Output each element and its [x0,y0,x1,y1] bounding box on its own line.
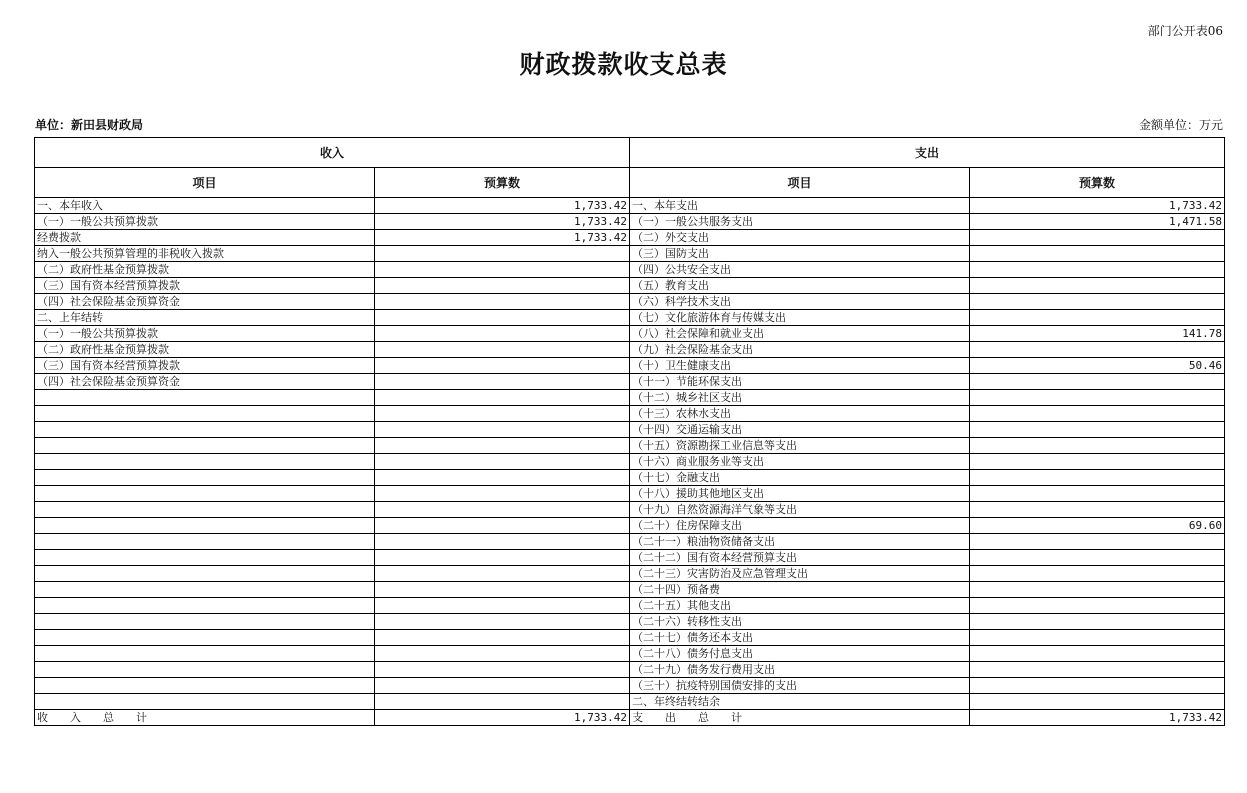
table-row [35,422,1225,438]
expense-item-cell: （六）科学技术支出 [630,294,970,310]
income-budget-cell [375,662,630,678]
table-row [35,646,1225,662]
income-header: 收入 [35,138,630,168]
income-budget-cell [375,438,630,454]
expense-header: 支出 [630,138,1225,168]
expense-item-cell: 一、本年支出 [630,198,970,214]
budget-table [34,137,1225,726]
expense-total-label: 支 出 总 计 [630,710,970,726]
income-item-cell [35,582,375,598]
expense-item-cell: （四）公共安全支出 [630,262,970,278]
income-item-cell [35,614,375,630]
table-row [35,278,1225,294]
table-row [35,534,1225,550]
table-row [35,470,1225,486]
income-item-cell: （一）一般公共预算拨款 [35,326,375,342]
table-row [35,374,1225,390]
expense-budget-cell [970,230,1225,246]
income-total-value: 1,733.42 [375,710,630,726]
expense-budget-cell [970,678,1225,694]
income-budget-cell: 1,733.42 [375,230,630,246]
table-row [35,518,1225,534]
expense-budget-cell [970,662,1225,678]
expense-item-cell: （十）卫生健康支出 [630,358,970,374]
expense-item-cell: （二）外交支出 [630,230,970,246]
income-item-cell: 一、本年收入 [35,198,375,214]
expense-item-cell: （三）国防支出 [630,246,970,262]
income-budget-cell [375,246,630,262]
expense-item-cell: 二、年终结转结余 [630,694,970,710]
expense-item-cell: （三十）抗疫特别国债安排的支出 [630,678,970,694]
income-budget-header: 预算数 [375,168,630,198]
amount-unit: 金额单位：万元 [1138,118,1223,132]
income-item-cell [35,502,375,518]
income-item-cell [35,486,375,502]
header-row-sections [35,138,1225,168]
expense-budget-cell [970,454,1225,470]
expense-budget-header: 预算数 [970,168,1225,198]
table-row [35,406,1225,422]
expense-item-cell: （二十四）预备费 [630,582,970,598]
table-row [35,486,1225,502]
table-row [35,438,1225,454]
expense-item-cell: （二十三）灾害防治及应急管理支出 [630,566,970,582]
table-row [35,678,1225,694]
expense-budget-cell [970,502,1225,518]
expense-item-cell: （十六）商业服务业等支出 [630,454,970,470]
expense-item-cell: （二十八）债务付息支出 [630,646,970,662]
income-budget-cell [375,310,630,326]
header-row-columns [35,168,1225,198]
expense-budget-cell [970,630,1225,646]
income-budget-cell [375,630,630,646]
table-row [35,326,1225,342]
page-title: 财政拨款收支总表 [519,50,728,79]
table-row [35,582,1225,598]
table-row [35,454,1225,470]
expense-budget-cell [970,374,1225,390]
expense-item-cell: （十七）金融支出 [630,470,970,486]
income-item-cell [35,598,375,614]
expense-budget-cell: 1,733.42 [970,198,1225,214]
expense-budget-cell [970,550,1225,566]
table-row [35,390,1225,406]
expense-budget-cell: 69.60 [970,518,1225,534]
expense-budget-cell [970,310,1225,326]
income-item-cell [35,662,375,678]
expense-item-cell: （八）社会保障和就业支出 [630,326,970,342]
table-row [35,198,1225,214]
income-budget-cell [375,502,630,518]
expense-item-cell: （十四）交通运输支出 [630,422,970,438]
income-item-cell [35,422,375,438]
income-item-cell [35,518,375,534]
expense-budget-cell [970,534,1225,550]
expense-budget-cell [970,390,1225,406]
income-budget-cell [375,694,630,710]
income-item-cell: （二）政府性基金预算拨款 [35,342,375,358]
table-row [35,342,1225,358]
table-row [35,614,1225,630]
table-row [35,598,1225,614]
table-row [35,214,1225,230]
income-budget-cell [375,390,630,406]
expense-budget-cell: 141.78 [970,326,1225,342]
income-budget-cell: 1,733.42 [375,198,630,214]
expense-item-cell: （二十六）转移性支出 [630,614,970,630]
income-item-cell [35,646,375,662]
income-item-cell [35,550,375,566]
unit-name: 单位：新田县财政局 [35,118,144,132]
expense-budget-cell [970,582,1225,598]
expense-budget-cell [970,438,1225,454]
expense-item-cell: （十一）节能环保支出 [630,374,970,390]
table-row [35,310,1225,326]
income-budget-cell [375,358,630,374]
form-code: 部门公开表06 [1147,24,1223,38]
income-item-cell: （四）社会保险基金预算资金 [35,374,375,390]
income-budget-cell [375,566,630,582]
expense-item-cell: （十五）资源勘探工业信息等支出 [630,438,970,454]
income-item-cell [35,630,375,646]
income-budget-cell [375,534,630,550]
income-item-cell [35,454,375,470]
income-item-cell: （二）政府性基金预算拨款 [35,262,375,278]
expense-budget-cell [970,598,1225,614]
expense-budget-cell [970,694,1225,710]
income-budget-cell [375,550,630,566]
income-budget-cell: 1,733.42 [375,214,630,230]
income-item-cell: 二、上年结转 [35,310,375,326]
income-item-cell: 纳入一般公共预算管理的非税收入拨款 [35,246,375,262]
total-row [35,710,1225,726]
table-row [35,630,1225,646]
income-item-cell: （一）一般公共预算拨款 [35,214,375,230]
income-budget-cell [375,582,630,598]
table-row [35,694,1225,710]
expense-item-cell: （二十七）债务还本支出 [630,630,970,646]
income-item-cell: （三）国有资本经营预算拨款 [35,278,375,294]
income-item-cell [35,566,375,582]
expense-item-cell: （七）文化旅游体育与传媒支出 [630,310,970,326]
expense-total-value: 1,733.42 [970,710,1225,726]
income-budget-cell [375,598,630,614]
expense-item-cell: （五）教育支出 [630,278,970,294]
table-row [35,230,1225,246]
expense-budget-cell [970,486,1225,502]
expense-item-cell: （十八）援助其他地区支出 [630,486,970,502]
expense-budget-cell [970,470,1225,486]
income-budget-cell [375,454,630,470]
income-budget-cell [375,518,630,534]
income-item-cell [35,694,375,710]
income-budget-cell [375,678,630,694]
table-row [35,262,1225,278]
income-budget-cell [375,262,630,278]
expense-budget-cell [970,406,1225,422]
expense-budget-cell [970,566,1225,582]
income-budget-cell [375,294,630,310]
expense-item-cell: （九）社会保险基金支出 [630,342,970,358]
table-row [35,358,1225,374]
table-row [35,294,1225,310]
expense-budget-cell: 1,471.58 [970,214,1225,230]
income-budget-cell [375,374,630,390]
income-total-label: 收 入 总 计 [35,710,375,726]
expense-budget-cell: 50.46 [970,358,1225,374]
income-item-cell [35,390,375,406]
expense-item-header: 项目 [630,168,970,198]
income-item-cell: 经费拨款 [35,230,375,246]
income-item-cell [35,406,375,422]
expense-budget-cell [970,614,1225,630]
income-budget-cell [375,326,630,342]
expense-item-cell: （二十九）债务发行费用支出 [630,662,970,678]
table-row [35,246,1225,262]
expense-item-cell: （十三）农林水支出 [630,406,970,422]
expense-item-cell: （二十一）粮油物资储备支出 [630,534,970,550]
expense-item-cell: （二十）住房保障支出 [630,518,970,534]
expense-item-cell: （十二）城乡社区支出 [630,390,970,406]
expense-budget-cell [970,262,1225,278]
income-item-cell [35,678,375,694]
income-budget-cell [375,486,630,502]
income-budget-cell [375,422,630,438]
income-budget-cell [375,646,630,662]
income-item-header: 项目 [35,168,375,198]
income-budget-cell [375,406,630,422]
income-budget-cell [375,470,630,486]
expense-budget-cell [970,246,1225,262]
income-item-cell [35,470,375,486]
expense-item-cell: （二十二）国有资本经营预算支出 [630,550,970,566]
expense-budget-cell [970,646,1225,662]
expense-item-cell: （一）一般公共服务支出 [630,214,970,230]
table-row [35,502,1225,518]
table-row [35,550,1225,566]
income-item-cell [35,534,375,550]
expense-budget-cell [970,294,1225,310]
expense-budget-cell [970,422,1225,438]
expense-item-cell: （二十五）其他支出 [630,598,970,614]
income-budget-cell [375,614,630,630]
income-budget-cell [375,342,630,358]
expense-budget-cell [970,278,1225,294]
income-item-cell: （四）社会保险基金预算资金 [35,294,375,310]
expense-budget-cell [970,342,1225,358]
income-item-cell [35,438,375,454]
expense-item-cell: （十九）自然资源海洋气象等支出 [630,502,970,518]
income-item-cell: （三）国有资本经营预算拨款 [35,358,375,374]
table-row [35,662,1225,678]
income-budget-cell [375,278,630,294]
table-row [35,566,1225,582]
